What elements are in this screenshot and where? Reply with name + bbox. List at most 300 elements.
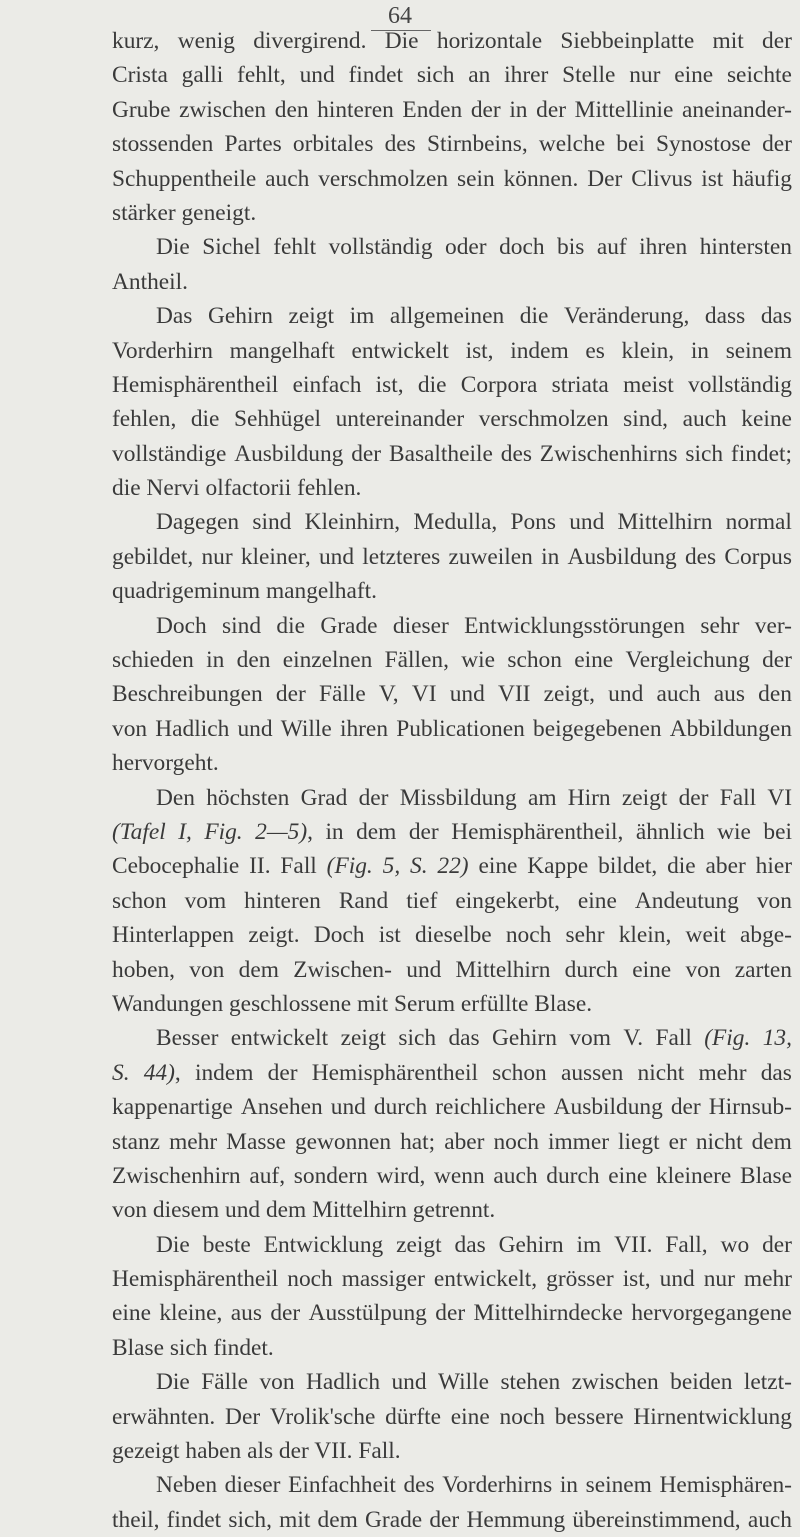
word: durch [373, 1094, 428, 1121]
word: Crista [112, 62, 168, 89]
text-line [112, 953, 792, 987]
word: Neben [156, 1472, 218, 1499]
word: schieden [112, 647, 194, 674]
word: Synostose [656, 131, 751, 158]
word: die [519, 303, 549, 330]
text-line [112, 1125, 792, 1159]
word: zeigt [396, 1231, 442, 1258]
word: sich [685, 440, 724, 467]
word [268, 1056, 298, 1090]
word: in [559, 1472, 579, 1499]
word: des [500, 440, 532, 467]
text-run: entwickelt [230, 1025, 329, 1052]
word: aus [230, 1300, 262, 1327]
text-line [112, 712, 792, 746]
text-line: stärker geneigt. [112, 199, 257, 226]
word [255, 815, 313, 849]
text-run: Fall [655, 1025, 692, 1052]
word: hervorgegangene [631, 1300, 792, 1327]
word [598, 849, 657, 883]
text-run: Gehirn [492, 1025, 557, 1052]
text-run: Besser [156, 1025, 219, 1052]
word: Sehhügel [233, 406, 322, 433]
word: mit [712, 28, 744, 54]
word [569, 1021, 611, 1055]
word: allgemeinen [389, 303, 505, 330]
word: VI [767, 784, 792, 811]
word: und [406, 956, 442, 983]
word: es [585, 337, 605, 364]
word: nicht [695, 1128, 743, 1155]
word: Zwischenhirns [539, 440, 678, 467]
text-line: gezeigt haben als der VII. Fall. [112, 1438, 401, 1465]
word: klein, [618, 922, 672, 949]
word: grösser [546, 1266, 614, 1293]
word: Veränderung, [563, 303, 690, 330]
word: Fällen, [384, 647, 449, 674]
word: Vorderhirns [442, 1472, 553, 1499]
word: sein [457, 165, 495, 192]
text-line [112, 505, 792, 539]
word: noch [287, 1266, 333, 1293]
word: Hemisphärentheil [112, 371, 279, 398]
word [341, 1021, 386, 1055]
word: Clivus [631, 165, 693, 192]
word: Hemmung [466, 1506, 566, 1533]
word [327, 849, 373, 883]
word: Rand [338, 887, 389, 914]
word: auf, [249, 1162, 286, 1189]
word: ist, [622, 1266, 651, 1293]
word: Publicationen [396, 715, 525, 742]
word [451, 815, 623, 849]
word: vollständig [688, 371, 792, 398]
text-run: V. [623, 1025, 644, 1052]
word: kleine, [159, 1300, 223, 1327]
word [398, 1021, 436, 1055]
word: Zwischen- [293, 956, 392, 983]
word: der [678, 784, 709, 811]
word [756, 849, 792, 883]
text-run: schon [492, 1059, 547, 1086]
word: ver- [754, 612, 792, 639]
text-line [112, 1056, 792, 1090]
word: sich, [228, 1506, 272, 1533]
text-line [112, 1090, 792, 1124]
word: und [659, 1266, 695, 1293]
word: kappenartige [112, 1094, 233, 1121]
word: Hirnentwicklung [633, 1403, 792, 1430]
word: der [470, 96, 501, 123]
word: Wille [437, 1369, 490, 1396]
word [356, 815, 396, 849]
word: in [690, 337, 710, 364]
figure-reference: 5, [382, 853, 401, 880]
word: ihren [339, 715, 389, 742]
word: zwischen [571, 1369, 659, 1396]
word: ist [701, 165, 724, 192]
word [623, 1021, 643, 1055]
word: Siebbeinplatte [560, 28, 695, 54]
word: das [454, 1231, 486, 1258]
word [280, 849, 316, 883]
word: liegt [618, 1128, 660, 1155]
word: stehen [500, 1369, 561, 1396]
text-run: hier [755, 853, 792, 880]
word: von [685, 956, 721, 983]
word: vollständig [328, 234, 433, 261]
word: bessere [554, 1403, 624, 1430]
word: seinem [585, 1472, 652, 1499]
word: mit [279, 1506, 311, 1533]
word: den [236, 647, 271, 674]
word: eine [574, 647, 614, 674]
word: von [112, 715, 148, 742]
word: Andeutung [634, 887, 739, 914]
word: Stirnbeins, [426, 131, 528, 158]
word: eine [450, 1403, 490, 1430]
word: der [270, 1300, 301, 1327]
word: Corpora [460, 371, 538, 398]
text-run: vom [569, 1025, 611, 1052]
word [156, 1021, 218, 1055]
word: noch [499, 1403, 545, 1430]
figure-reference: (Tafel [112, 818, 166, 845]
word: Der [587, 165, 623, 192]
word: Hinterlappen [112, 922, 235, 949]
word [717, 815, 751, 849]
word: VII [498, 681, 531, 708]
word: ist, [465, 337, 494, 364]
word: untereinander [335, 406, 465, 433]
word: Enden [402, 96, 463, 123]
word: auch [493, 1162, 538, 1189]
word: zeigt. [248, 922, 300, 949]
word: Gehirn [207, 303, 273, 330]
word: können. [503, 165, 579, 192]
word: schon [112, 887, 167, 914]
word: Fälle [318, 681, 366, 708]
word: im [576, 1231, 602, 1258]
word [492, 1056, 547, 1090]
word: die [276, 612, 305, 639]
text-line: Antheil. [112, 268, 189, 295]
word: in [509, 96, 528, 123]
word: am [527, 784, 557, 811]
figure-reference: Fig. [204, 818, 243, 845]
word: auch [682, 406, 727, 433]
text-line [112, 1296, 792, 1330]
word [231, 1021, 328, 1055]
word: des [403, 1472, 435, 1499]
page-number: 64 [388, 3, 412, 29]
word [195, 1056, 253, 1090]
word: häufig [732, 165, 792, 192]
word [112, 849, 239, 883]
word: Gehirn [498, 1231, 564, 1258]
word: der [762, 131, 792, 158]
word: kurz, [112, 28, 160, 54]
word: beiden [670, 1369, 733, 1396]
word: den [758, 681, 792, 708]
word: eine [674, 62, 714, 89]
word: die [417, 371, 447, 398]
text-line [112, 1228, 792, 1262]
text-line [112, 299, 792, 333]
word: in [541, 543, 560, 570]
word: höchsten [206, 784, 290, 811]
word: verschmolzen [318, 165, 449, 192]
word: Fälle [201, 1369, 248, 1396]
word [706, 849, 746, 883]
word: fehlt [273, 234, 317, 261]
text-run: indem [194, 1059, 254, 1086]
word: Blase [740, 1162, 792, 1189]
word: ihrer [504, 62, 549, 89]
word: durch [546, 1162, 600, 1189]
word: der [358, 784, 389, 811]
text-line [112, 437, 792, 471]
word: Stelle [562, 62, 616, 89]
word: divergirend. [253, 28, 367, 54]
word [761, 1056, 792, 1090]
word: Die [156, 234, 190, 261]
text-run: II. [249, 853, 271, 880]
word: hinteren [317, 96, 394, 123]
word [636, 815, 705, 849]
text-run: bildet, [598, 853, 658, 880]
word: der [670, 1094, 701, 1121]
word: kleiner, [240, 543, 311, 570]
word: sich [416, 62, 455, 89]
word: zarten [734, 956, 792, 983]
word: von [259, 1369, 295, 1396]
word: im [349, 303, 375, 330]
word: aber [444, 1128, 485, 1155]
word: auch [747, 1506, 792, 1533]
word: und [237, 715, 273, 742]
word: nur [703, 1266, 735, 1293]
word: beste [202, 1231, 251, 1258]
word: vollständige [112, 440, 227, 467]
word: sehr [565, 922, 605, 949]
word: und [569, 509, 605, 536]
word: wenn [434, 1162, 485, 1189]
text-line [112, 1503, 792, 1537]
word: des [384, 131, 416, 158]
text-line [112, 884, 792, 918]
word: gebildet, [112, 543, 194, 570]
text-line [112, 643, 792, 677]
word [437, 849, 468, 883]
word: oder [445, 234, 487, 261]
text-line [112, 93, 792, 127]
word [492, 1021, 557, 1055]
figure-reference: S. [410, 853, 428, 880]
text-run: dem [356, 818, 397, 845]
word: aneinander- [682, 96, 792, 123]
word: dieser [392, 612, 449, 639]
figure-reference: 2—5) [255, 818, 308, 845]
word [561, 1056, 623, 1090]
word [249, 849, 270, 883]
word: eine [632, 956, 672, 983]
word [527, 849, 588, 883]
word [704, 1021, 750, 1055]
text-run: mehr [698, 1059, 747, 1086]
word: schon [507, 647, 562, 674]
text-run: Fall [280, 853, 317, 880]
text-line [112, 781, 792, 815]
figure-reference: 44) [143, 1059, 175, 1086]
text-run: das [448, 1025, 480, 1052]
word: Grube [112, 96, 171, 123]
text-run: wie [717, 818, 751, 845]
word: Schuppentheile [112, 165, 257, 192]
word: doch [499, 234, 545, 261]
text-run: Cebocephalie [112, 853, 240, 880]
word [325, 815, 343, 849]
word: die [190, 406, 220, 433]
word: VII. [614, 1231, 653, 1258]
figure-reference: (Fig. [326, 853, 373, 880]
figure-reference: (Fig. [704, 1025, 751, 1052]
word: der [762, 1231, 792, 1258]
word: theil, [112, 1506, 160, 1533]
word: durch [564, 956, 618, 983]
word: Corpus [724, 543, 792, 570]
word: Vergleichung [625, 647, 750, 674]
text-run: Hemisphärentheil, [451, 818, 624, 845]
text-line [112, 58, 792, 92]
word: dürfte [385, 1403, 441, 1430]
word: orbitales [292, 131, 374, 158]
word: der [762, 647, 792, 674]
word: fehlt, [237, 62, 286, 89]
text-line [112, 230, 792, 264]
word: Fall, [665, 1231, 708, 1258]
word: das [760, 303, 792, 330]
word: der [435, 1300, 466, 1327]
text-line [112, 402, 792, 436]
word: Doch [313, 922, 365, 949]
word: Entwicklungsstörungen [464, 612, 686, 639]
word: indem [510, 337, 569, 364]
word: Vorderhirn [112, 337, 213, 364]
word: Wille [280, 715, 332, 742]
word: mehr [743, 1266, 792, 1293]
word: stanz [112, 1128, 161, 1155]
word: Der [225, 1403, 261, 1430]
text-run: das [760, 1059, 792, 1086]
word [667, 849, 696, 883]
word: Mittelhirn [455, 956, 551, 983]
text-run: ähnlich [635, 818, 705, 845]
word: eine [112, 1300, 151, 1327]
word: der [536, 96, 567, 123]
word: noch [505, 922, 552, 949]
text-line [112, 162, 792, 196]
word: Abbildungen [669, 715, 792, 742]
word: galli [181, 62, 224, 89]
word: Doch [156, 612, 207, 639]
word: und [318, 543, 355, 570]
word: von [756, 887, 792, 914]
word: Mittellinie [574, 96, 674, 123]
text-run: aussen [560, 1059, 624, 1086]
text-line: Wandungen geschlossene mit Serum erfüllte Blase. [112, 990, 593, 1017]
word [383, 849, 401, 883]
word: und [330, 1094, 366, 1121]
word: abge- [740, 922, 792, 949]
word: der [351, 440, 382, 467]
word: eingekerbt, [455, 887, 560, 914]
text-run: eine [478, 853, 518, 880]
text-run: , [307, 818, 313, 845]
word: Ausstülpung [308, 1300, 427, 1327]
word [144, 1056, 181, 1090]
word: Grade [320, 612, 378, 639]
word: weit [685, 922, 726, 949]
word [112, 1056, 130, 1090]
word: auch [265, 165, 310, 192]
text-run: der [267, 1059, 298, 1086]
text-line [112, 1159, 792, 1193]
word: zeigt [621, 784, 668, 811]
word: nur [201, 543, 233, 570]
text-run: zeigt [340, 1025, 387, 1052]
word: Den [156, 784, 195, 811]
word: klein, [621, 337, 675, 364]
word: übereinstimmend, [572, 1506, 741, 1533]
word: an [468, 62, 491, 89]
word: Vrolik'sche [269, 1403, 376, 1430]
word: Beschreibungen [112, 681, 263, 708]
text-line [112, 127, 792, 161]
word: dieser [224, 1472, 281, 1499]
word: sehr [700, 612, 740, 639]
text-run: Hemisphärentheil [311, 1059, 478, 1086]
word: eine [608, 1162, 648, 1189]
word: Mittelhirndecke [473, 1300, 623, 1327]
word: Einfachheit [288, 1472, 396, 1499]
word: wie [461, 647, 496, 674]
text-run: bei [763, 818, 792, 845]
word: hat; [400, 1128, 436, 1155]
word: Entwicklung [263, 1231, 384, 1258]
word: dem [751, 1128, 792, 1155]
word: Sichel [202, 234, 261, 261]
figure-reference: 13, [762, 1025, 792, 1052]
word: bei [616, 131, 645, 158]
word: bis [557, 234, 585, 261]
word: beigegebenen [533, 715, 662, 742]
word: dem [238, 956, 279, 983]
word: V, [378, 681, 399, 708]
word [112, 815, 166, 849]
word: dass [704, 303, 746, 330]
word: des [684, 543, 717, 570]
word: Dagegen [156, 509, 240, 536]
word: sind [222, 612, 262, 639]
text-line [112, 334, 792, 368]
word: VI [411, 681, 437, 708]
word: ihren [639, 234, 688, 261]
word: letzteres [362, 543, 441, 570]
word: findet [166, 1506, 222, 1533]
word: Die [156, 1369, 190, 1396]
word: sondern [293, 1162, 368, 1189]
